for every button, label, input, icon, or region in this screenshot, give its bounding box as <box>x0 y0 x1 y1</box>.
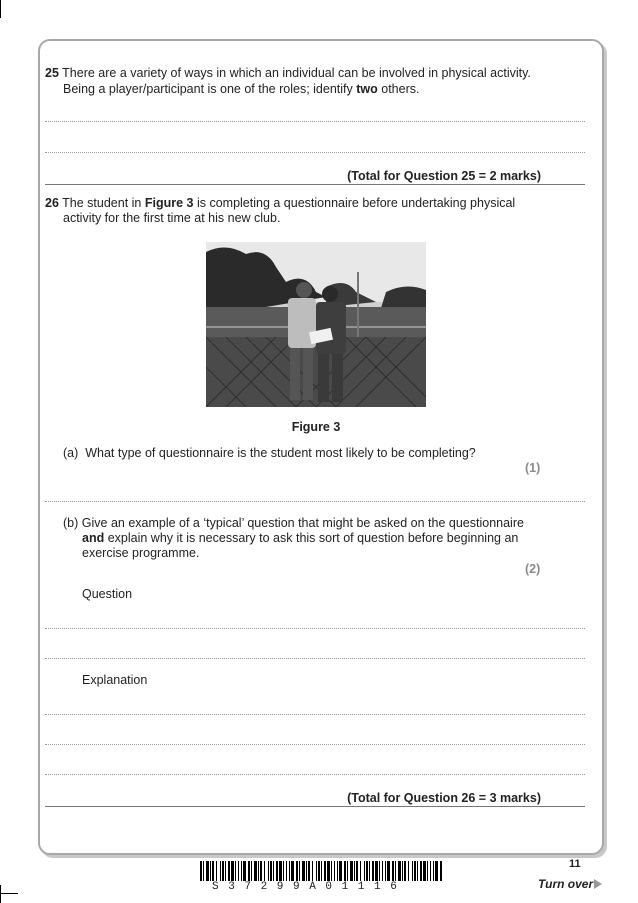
arrow-right-icon <box>594 879 602 889</box>
question-25-line-1 <box>45 66 531 81</box>
answer-line[interactable] <box>45 152 585 153</box>
question-26-total: (Total for Question 26 = 3 marks) <box>347 791 541 805</box>
divider <box>45 806 585 807</box>
question-26-line-1 <box>45 196 515 211</box>
part-a <box>63 446 476 461</box>
answer-line[interactable] <box>45 714 585 715</box>
divider <box>45 184 585 185</box>
question-25-line-2 <box>63 82 419 97</box>
answer-line[interactable] <box>45 121 585 122</box>
answer-line[interactable] <box>45 501 585 502</box>
question-text: The student in <box>62 196 145 210</box>
marks-indicator: (2) <box>525 562 541 576</box>
answer-line[interactable] <box>45 744 585 745</box>
question-25-total: (Total for Question 25 = 2 marks) <box>347 169 541 183</box>
question-label: Question <box>82 587 133 601</box>
answer-line[interactable] <box>45 628 585 629</box>
question-text: What type of questionnaire is the student most likely to be completing? <box>85 446 476 460</box>
barcode <box>200 861 443 881</box>
crop-mark <box>0 893 18 894</box>
question-text: Being a player/participant is one of the roles; identify <box>63 82 357 96</box>
question-text: There are a variety of ways in which an individual can be involved in physical activity. <box>62 66 531 80</box>
answer-line[interactable] <box>45 774 585 775</box>
question-text: Give an example of a ‘typical’ question that might be asked on the questionnaire <box>81 516 524 530</box>
explanation-label: Explanation <box>82 673 148 687</box>
figure-reference: Figure 3 <box>144 196 194 210</box>
answer-line[interactable] <box>45 658 585 659</box>
crop-mark <box>0 0 1 18</box>
crop-mark <box>0 885 1 903</box>
page-number: 11 <box>569 858 581 870</box>
turn-over-label: Turn over <box>538 877 594 891</box>
part-b-line-3: exercise programme. <box>82 546 200 560</box>
question-26-line-2: activity for the first time at his new club. <box>63 211 281 225</box>
question-text: explain why it is necessary to ask this sort of question before beginning an <box>104 531 519 545</box>
emphasis: and <box>82 531 105 545</box>
photo-illustration <box>206 242 426 407</box>
part-b-line-2 <box>82 531 518 546</box>
question-number: 25 <box>45 66 59 80</box>
emphasis: two <box>356 82 378 96</box>
barcode-text: S37299A01116 <box>212 881 407 893</box>
question-number: 26 <box>45 196 59 210</box>
question-text: others. <box>377 82 420 96</box>
figure-3-photo <box>206 242 426 407</box>
part-b-line-1 <box>63 516 524 531</box>
question-text: is completing a questionnaire before undertaking physical <box>193 196 516 210</box>
figure-caption: Figure 3 <box>291 420 341 434</box>
part-label: (a) <box>63 446 79 460</box>
marks-indicator: (1) <box>525 461 541 475</box>
part-label: (b) <box>63 516 79 530</box>
